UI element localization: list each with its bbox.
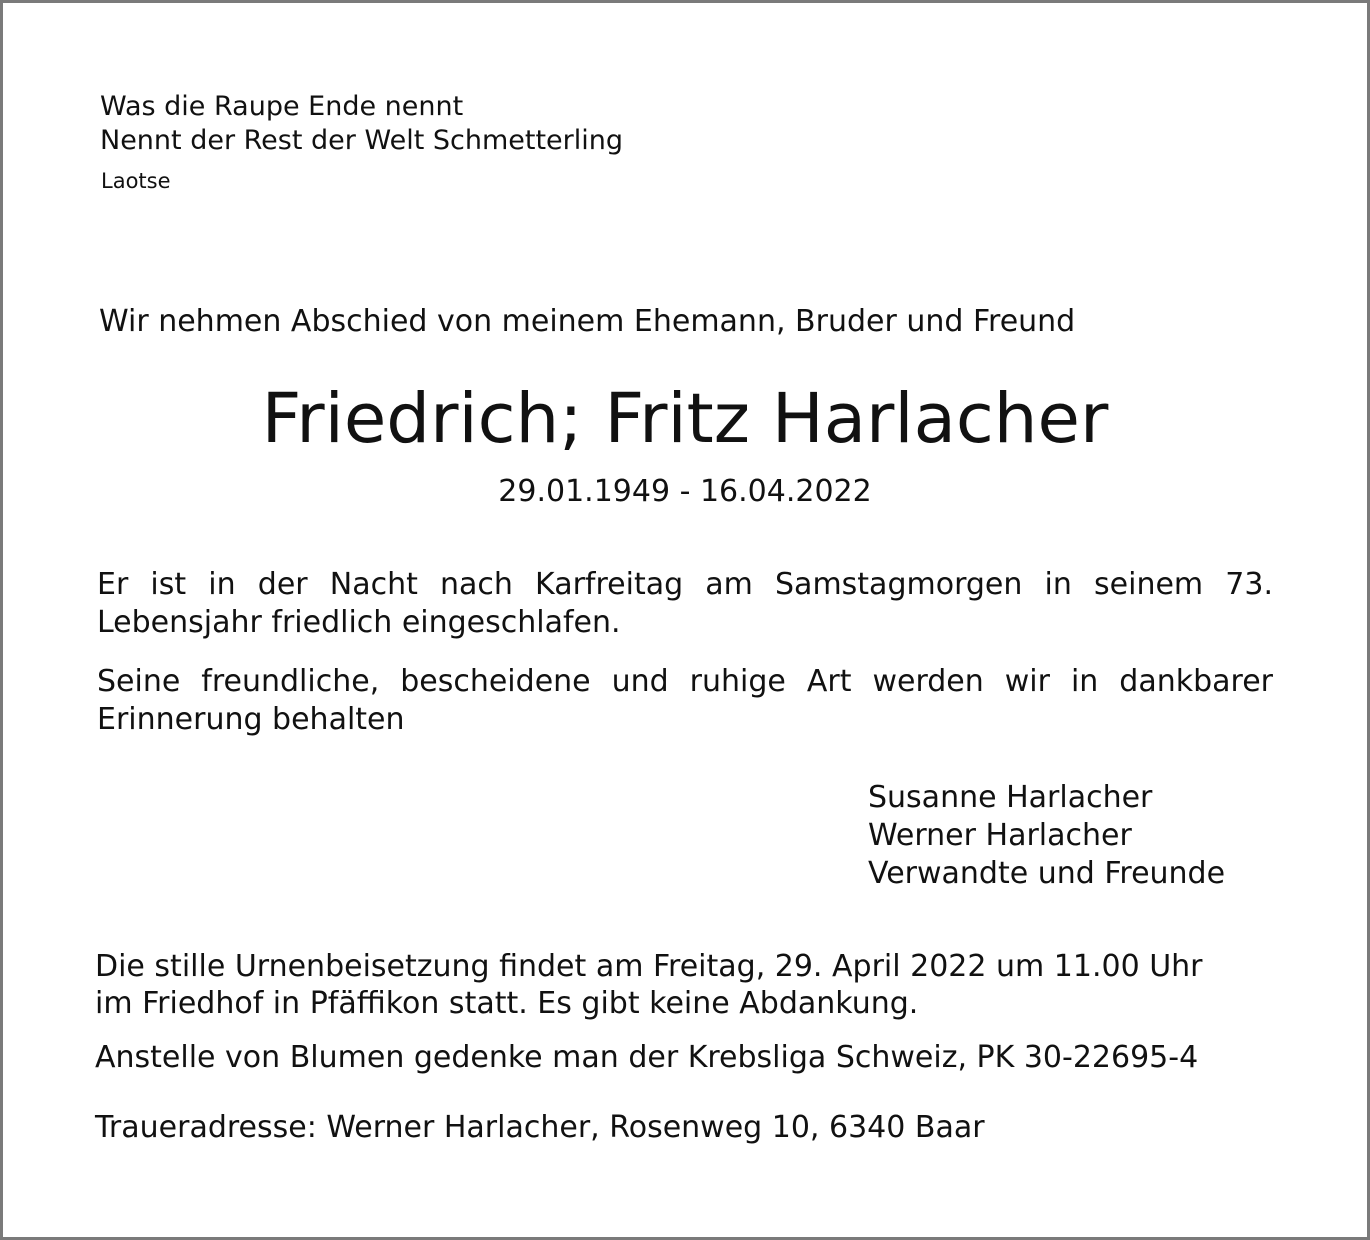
mourning-address: Traueradresse: Werner Harlacher, Rosenweg 10, 6340 Baar bbox=[95, 1110, 985, 1145]
quote-author: Laotse bbox=[101, 169, 171, 193]
donation-info: Anstelle von Blumen gedenke man der Krebsliga Schweiz, PK 30-22695-4 bbox=[95, 1040, 1199, 1075]
mourner-name: Werner Harlacher bbox=[868, 818, 1132, 853]
passing-paragraph: Er ist in der Nacht nach Karfreitag am Samstagmorgen in seinem 73. Lebensjahr friedlich eingeschlafen. bbox=[97, 567, 1273, 640]
memory-paragraph: Seine freundliche, bescheidene und ruhige Art werden wir in dankbarer Erinnerung behalten bbox=[97, 664, 1273, 737]
quote-line: Was die Raupe Ende nennt bbox=[100, 91, 464, 122]
ceremony-info-line: im Friedhof in Pfäffikon statt. Es gibt keine Abdankung. bbox=[95, 986, 919, 1021]
deceased-name: Friedrich; Fritz Harlacher bbox=[261, 379, 1109, 459]
mourner-name: Susanne Harlacher bbox=[868, 780, 1153, 815]
ceremony-info-line: Die stille Urnenbeisetzung findet am Freitag, 29. April 2022 um 11.00 Uhr bbox=[95, 949, 1203, 984]
quote-line: Nennt der Rest der Welt Schmetterling bbox=[100, 125, 624, 156]
farewell-intro: Wir nehmen Abschied von meinem Ehemann, Bruder und Freund bbox=[99, 304, 1076, 339]
life-dates: 29.01.1949 - 16.04.2022 bbox=[498, 474, 872, 509]
mourner-name: Verwandte und Freunde bbox=[868, 856, 1226, 891]
